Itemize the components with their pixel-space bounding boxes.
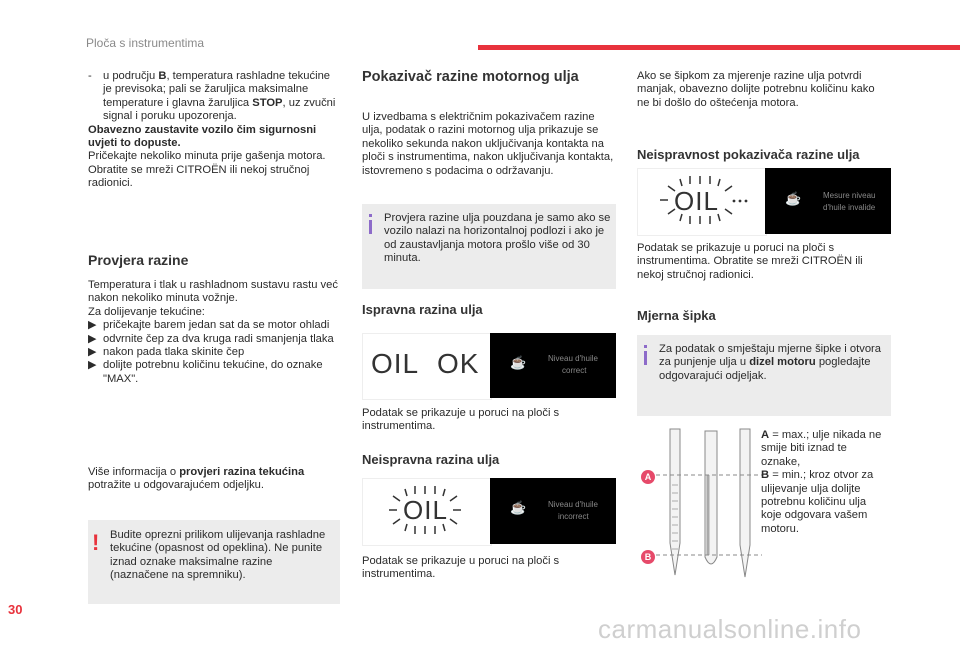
oil-can-icon: ☕	[510, 355, 527, 370]
list-item: ▶ dolijte potrebnu količinu tekućine, do oznake "MAX".	[88, 359, 323, 385]
intro-paragraph-2: Za dolijevanje tekućine:	[88, 305, 205, 318]
check-icon: ▶	[88, 332, 97, 345]
watermark-text: carmanualsonline.info	[598, 614, 862, 644]
oil-bad-caption: Podatak se prikazuje u poruci na ploči s instrumentima.	[362, 555, 560, 581]
subheading-oil-ok: Ispravna razina ulja	[362, 302, 483, 317]
check-icon: ▶	[88, 359, 97, 372]
oil-fault-msg-1: Mesure niveau	[823, 191, 876, 200]
oil-ok-caption: Podatak se prikazuje u poruci na ploči s instrumentima.	[362, 407, 560, 433]
oil-indicator-paragraph: U izvedbama s električnim pokazivačem razine ulja, podatak o razini motornog ulja prikazuje se nekoliko sekunda nakon uključivanja kontakta na ploči s instrumentima, nakon uključivanja kontakta, istovremeno s podacima o održavanju.	[362, 111, 614, 177]
intro-paragraph: Temperatura i tlak u rashladnom sustavu rastu već nakon nekoliko minuta vožnje.	[88, 279, 338, 305]
item-bold-stop: STOP	[252, 96, 283, 109]
list-item: ▶ pričekajte barem jedan sat da se motor ohladi	[88, 319, 330, 332]
item-text: u području	[103, 70, 159, 82]
oil-bad-display	[362, 478, 492, 546]
oil-bad-msg-1: Niveau d'huile	[548, 500, 599, 509]
list-item: ▶ nakon pada tlaka skinite čep	[88, 346, 245, 359]
dipstick-illustration	[637, 425, 767, 595]
info-icon-dot	[369, 214, 372, 217]
contact-paragraph: Obratite se mreži CITROËN ili nekoj stručnoj radionici.	[88, 163, 310, 190]
info-icon-dot	[644, 345, 647, 348]
marker-b: B	[641, 550, 655, 564]
fluid-check-link-text: provjeri razina tekućina	[179, 466, 305, 478]
list-item: ▶ odvrnite čep za dva kruga radi smanjenja tlaka	[88, 332, 334, 345]
warning-icon: !	[92, 530, 100, 555]
legend-b: B = min.; kroz otvor za ulijevanje ulja dolijte potrebnu količinu ulja koje odgovara vašem motoru.	[761, 469, 874, 535]
legend-a: A = max.; ulje nikada ne smije biti iznad te oznake,	[761, 429, 882, 468]
oil-ok-message-panel	[490, 333, 616, 398]
warning-text: Budite oprezni prilikom ulijevanja rashladne tekućine (opasnost od opeklina). Ne punite iznad oznake maksimalne razine (naznačene na spremniku).	[110, 529, 326, 582]
subheading-oil-bad: Neispravna razina ulja	[362, 452, 500, 467]
oil-bad-msg-2: incorrect	[558, 512, 589, 521]
oil-bad-message-panel	[490, 478, 616, 544]
check-icon: ▶	[88, 346, 97, 359]
section-heading-oil-indicator: Pokazivač razine motornog ulja	[362, 69, 579, 85]
coolant-check-body	[88, 279, 343, 386]
diesel-engine-text: dizel motoru	[749, 356, 816, 369]
stop-instruction: Obavezno zaustavite vozilo čim sigurnosni uvjeti to dopuste.	[88, 123, 317, 150]
section-heading-level-check: Provjera razine	[88, 252, 189, 268]
oil-fault-caption: Podatak se prikazuje u poruci na ploči s instrumentima. Obratite se mreži CITROËN ili nekoj stručnoj radionici.	[637, 242, 863, 281]
info-text: Provjera razine ulja pouzdana je samo ako se vozilo nalazi na horizontalnoj podlozi i ako je od zaustavljanja motora prošlo više od 30 minuta.	[384, 212, 611, 265]
oil-bad-oil-text: OIL	[403, 495, 448, 525]
check-icon: ▶	[88, 319, 97, 332]
dipstick-confirm-paragraph: Ako se šipkom za mjerenje razine ulja potvrdi manjak, obavezno dolijte potrebnu količinu kako ne bi došlo do oštećenja motora.	[637, 70, 875, 109]
coolant-warning-item	[88, 70, 340, 191]
oil-ok-ok-text: OK	[437, 348, 480, 379]
oil-fault-msg-2: d'huile invalide	[823, 203, 876, 212]
subheading-dipstick: Mjerna šipka	[637, 308, 716, 323]
item-text-2: , temperatura rashladne tekućine je previsoka; pali se žaruljica maksimalne temperature i glavna žaruljica	[103, 70, 331, 109]
oil-ok-oil-text: OIL	[371, 348, 420, 379]
item-bold-b: B	[158, 70, 167, 82]
oil-ok-msg-2: correct	[562, 366, 587, 375]
oil-fault-message-panel	[765, 168, 891, 234]
info-icon	[644, 351, 647, 365]
oil-ok-display	[362, 333, 492, 400]
more-info-paragraph: Više informacija o provjeri razina tekućina potražite u odgovarajućem odjeljku.	[88, 466, 305, 492]
oil-ok-msg-1: Niveau d'huile	[548, 354, 599, 363]
item-text-3: , uz zvučni signal i poruku upozorenja.	[103, 96, 336, 123]
oil-fault-oil-text: OIL	[674, 186, 719, 216]
oil-can-icon: ☕	[510, 500, 527, 515]
info-icon	[369, 220, 372, 234]
oil-can-icon: ☕	[785, 191, 802, 206]
oil-fault-display	[637, 168, 767, 236]
info-box	[362, 204, 616, 289]
dash-marker: -	[88, 70, 92, 82]
page-number: 30	[8, 602, 23, 617]
subheading-indicator-fault: Neispravnost pokazivača razine ulja	[637, 147, 860, 162]
warning-box	[88, 520, 340, 604]
marker-a: A	[641, 470, 655, 484]
wait-paragraph: Pričekajte nekoliko minuta prije gašenja motora.	[88, 150, 326, 163]
dipstick-info-text: Za podatak o smještaju mjerne šipke i otvora za punjenje ulja u dizel motoru pogledajte odgovarajući odjeljak.	[659, 343, 881, 382]
page-header-title: Ploča s instrumentima	[86, 36, 205, 50]
dipstick-info-box	[637, 335, 891, 416]
header-accent-bar	[478, 45, 960, 50]
dipstick-legend	[761, 429, 889, 536]
